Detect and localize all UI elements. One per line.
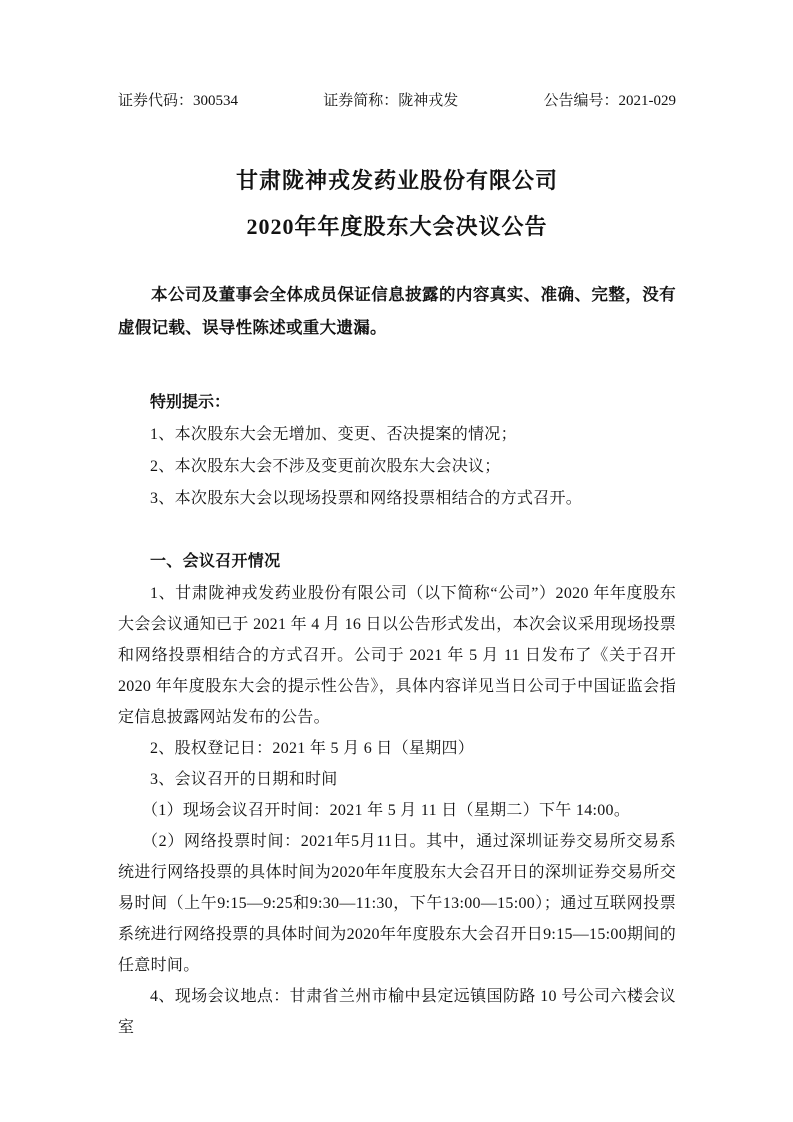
section-meeting-heading: 一、会议召开情况 xyxy=(150,553,281,570)
disclaimer-text: 本公司及董事会全体成员保证信息披露的内容真实、准确、完整，没有虚假记载、误导性陈述或重大遗漏。 xyxy=(118,285,676,337)
title-company-line: 甘肃陇神戎发药业股份有限公司 xyxy=(235,168,558,193)
special-notice-item-3: 3、本次股东大会以现场投票和网络投票相结合的方式召开。 xyxy=(150,490,583,507)
meeting-datetime-paragraph: 3、会议召开的日期和时间 xyxy=(150,771,338,788)
title-subject-line: 2020年年度股东大会决议公告 xyxy=(246,214,548,239)
record-date-paragraph: 2、股权登记日：2021 年 5 月 6 日（星期四） xyxy=(150,740,475,757)
document-title xyxy=(118,158,676,250)
onsite-meeting-time-paragraph: （1）现场会议召开时间：2021 年 5 月 11 日（星期二）下午 14:00。 xyxy=(142,802,631,819)
meeting-notice-paragraph: 1、甘肃陇神戎发药业股份有限公司（以下简称“公司”）2020 年年度股东大会会议通知已于 2021 年 4 月 16 日以公告形式发出，本次会议采用现场投票和网络投票相结合的方式召开。公司于 2021 年 5 月 11 日发布了《关于召开 2020 年年度股东大会的提示性公告》，具体内容详见当日公司于中国证监会指定信息披露网站发布的公告。 xyxy=(118,585,676,726)
stock-code-label: 证券代码：300534 xyxy=(118,93,239,109)
document-header xyxy=(118,0,676,112)
special-notice-item-2: 2、本次股东大会不涉及变更前次股东大会决议； xyxy=(150,458,501,475)
special-notice-item-1: 1、本次股东大会无增加、变更、否决提案的情况； xyxy=(150,426,517,443)
announcement-no-label: 公告编号：2021-029 xyxy=(543,93,676,109)
special-notice-heading: 特别提示： xyxy=(150,394,231,411)
stock-abbr-label: 证券简称：陇神戎发 xyxy=(323,93,459,109)
meeting-location-paragraph: 4、现场会议地点：甘肃省兰州市榆中县定远镇国防路 10 号公司六楼会议室 xyxy=(118,988,676,1036)
online-voting-time-paragraph: （2）网络投票时间：2021年5月11日。其中，通过深圳证券交易所交易系统进行网络投票的具体时间为2020年年度股东大会召开日的深圳证券交易所交易时间（上午9:15—9:25和9:30—11:30，下午13:00—15:00）；通过互联网投票系统进行网络投票的具体时间为2020年年度股东大会召开日9:15—15:00期间的任意时间。 xyxy=(118,833,676,974)
